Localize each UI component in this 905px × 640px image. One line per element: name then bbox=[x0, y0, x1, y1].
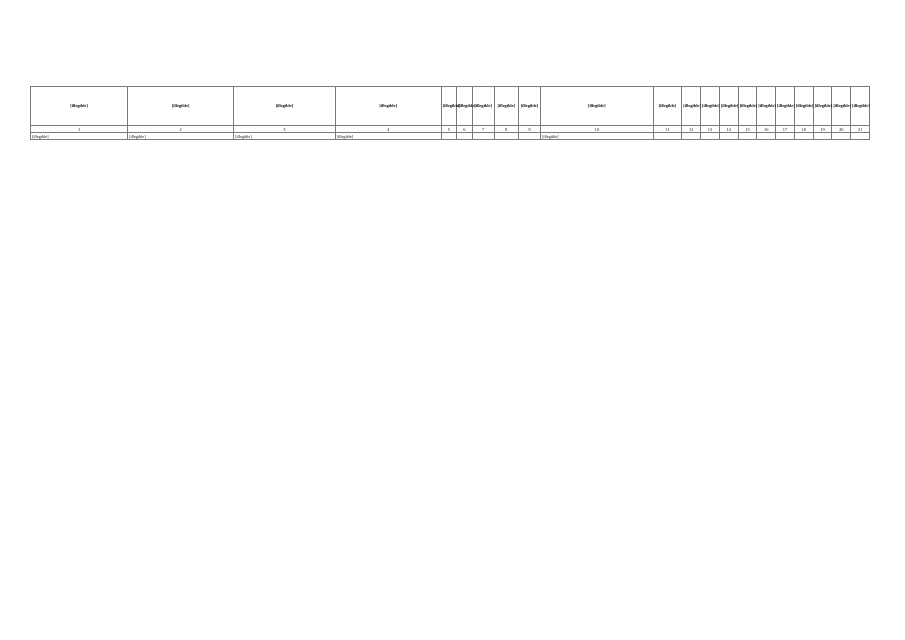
column-number-11: 11 bbox=[653, 126, 682, 133]
column-header-20: [illegible] bbox=[832, 87, 851, 126]
table-cell bbox=[701, 133, 720, 140]
column-number-19: 19 bbox=[813, 126, 832, 133]
column-number-15: 15 bbox=[738, 126, 757, 133]
table-cell bbox=[738, 133, 757, 140]
table-cell bbox=[794, 133, 813, 140]
column-header-8: [illegible] bbox=[494, 87, 518, 126]
column-header-14: [illegible] bbox=[719, 87, 738, 126]
table-cell bbox=[813, 133, 832, 140]
register-table bbox=[30, 86, 870, 140]
column-header-6: [illegible] bbox=[457, 87, 472, 126]
column-number-6: 6 bbox=[457, 126, 472, 133]
column-header-12: [illegible] bbox=[682, 87, 701, 126]
table-cell bbox=[719, 133, 738, 140]
column-number-4: 4 bbox=[335, 126, 441, 133]
column-header-10: [illegible] bbox=[540, 87, 653, 126]
column-number-21: 21 bbox=[851, 126, 870, 133]
column-number-18: 18 bbox=[794, 126, 813, 133]
table-cell: [illegible] bbox=[31, 133, 128, 140]
column-number-16: 16 bbox=[757, 126, 776, 133]
column-header-7: [illegible] bbox=[472, 87, 494, 126]
column-header-4: [illegible] bbox=[335, 87, 441, 126]
column-header-5: [illegible] bbox=[441, 87, 456, 126]
column-number-7: 7 bbox=[472, 126, 494, 133]
table-cell bbox=[494, 133, 518, 140]
table-body bbox=[31, 133, 870, 140]
column-number-9: 9 bbox=[518, 126, 540, 133]
column-header-16: [illegible] bbox=[757, 87, 776, 126]
column-header-19: [illegible] bbox=[813, 87, 832, 126]
table-cell: [illegible] bbox=[540, 133, 653, 140]
column-header-3: [illegible] bbox=[234, 87, 336, 126]
table-cell: [illegible] bbox=[128, 133, 234, 140]
column-header-17: [illegible] bbox=[776, 87, 795, 126]
column-number-17: 17 bbox=[776, 126, 795, 133]
column-header-15: [illegible] bbox=[738, 87, 757, 126]
column-number-13: 13 bbox=[701, 126, 720, 133]
column-number-2: 2 bbox=[128, 126, 234, 133]
column-number-10: 10 bbox=[540, 126, 653, 133]
column-header-11: [illegible] bbox=[653, 87, 682, 126]
column-number-8: 8 bbox=[494, 126, 518, 133]
column-header-18: [illegible] bbox=[794, 87, 813, 126]
table-cell: [illegible] bbox=[335, 133, 441, 140]
column-header-1: [illegible] bbox=[31, 87, 128, 126]
column-number-3: 3 bbox=[234, 126, 336, 133]
table-cell bbox=[851, 133, 870, 140]
column-header-9: [illegible] bbox=[518, 87, 540, 126]
column-number-20: 20 bbox=[832, 126, 851, 133]
table-cell bbox=[682, 133, 701, 140]
column-number-12: 12 bbox=[682, 126, 701, 133]
table-cell bbox=[776, 133, 795, 140]
table-cell bbox=[757, 133, 776, 140]
column-header-2: [illegible] bbox=[128, 87, 234, 126]
table-cell bbox=[518, 133, 540, 140]
table-cell bbox=[457, 133, 472, 140]
column-header-13: [illegible] bbox=[701, 87, 720, 126]
table-cell bbox=[832, 133, 851, 140]
column-header-21: [illegible] bbox=[851, 87, 870, 126]
table-cell bbox=[472, 133, 494, 140]
column-number-5: 5 bbox=[441, 126, 456, 133]
table-row bbox=[31, 133, 870, 140]
column-number-row bbox=[31, 126, 870, 133]
register-table-wrap bbox=[30, 86, 870, 140]
column-number-14: 14 bbox=[719, 126, 738, 133]
table-header-row bbox=[31, 87, 870, 126]
table-cell: [illegible] bbox=[234, 133, 336, 140]
table-cell bbox=[653, 133, 682, 140]
table-cell bbox=[441, 133, 456, 140]
column-number-1: 1 bbox=[31, 126, 128, 133]
